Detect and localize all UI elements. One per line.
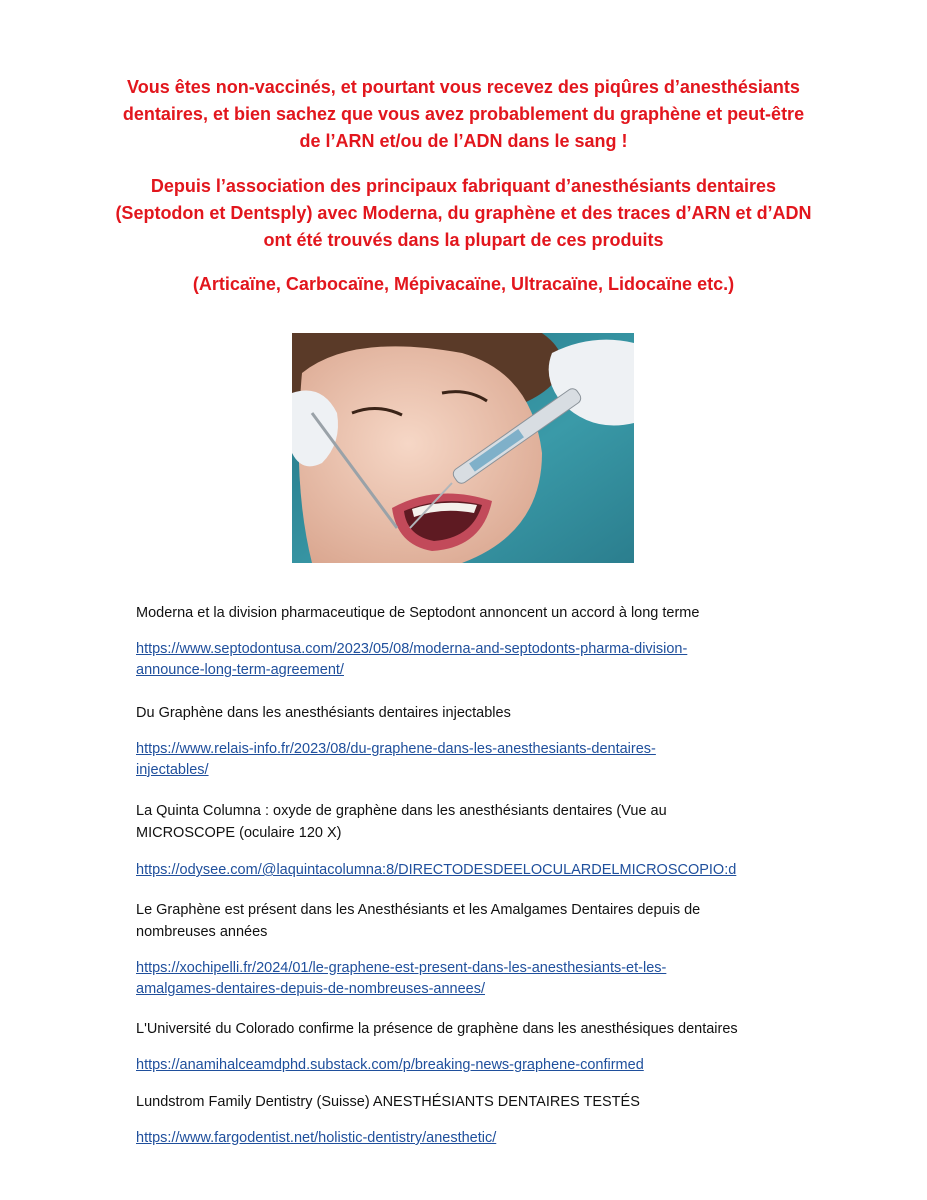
reference-title-4b: nombreuses années bbox=[136, 924, 268, 940]
reference-link-2a[interactable]: https://www.relais-info.fr/2023/08/du-graphene-dans-les-anesthesiants-dentaires- bbox=[136, 741, 656, 757]
reference-link-4a[interactable]: https://xochipelli.fr/2024/01/le-graphene-est-present-dans-les-anesthesiants-et-les- bbox=[136, 960, 667, 976]
reference-link-6[interactable]: https://www.fargodentist.net/holistic-dentistry/anesthetic/ bbox=[136, 1130, 497, 1146]
dental-injection-illustration bbox=[292, 333, 634, 563]
reference-link-5[interactable]: https://anamihalceamdphd.substack.com/p/breaking-news-graphene-confirmed bbox=[136, 1057, 644, 1073]
reference-title-3a: La Quinta Columna : oxyde de graphène dans les anesthésiants dentaires (Vue au bbox=[136, 803, 667, 819]
reference-link-4b[interactable]: amalgames-dentaires-depuis-de-nombreuses-annees/ bbox=[136, 981, 485, 997]
reference-title-6: Lundstrom Family Dentistry (Suisse) ANESTHÉSIANTS DENTAIRES TESTÉS bbox=[136, 1094, 640, 1110]
reference-title-2: Du Graphène dans les anesthésiants dentaires injectables bbox=[136, 705, 511, 721]
reference-title-3b: MICROSCOPE (oculaire 120 X) bbox=[136, 825, 342, 841]
dental-injection-photo bbox=[292, 333, 634, 563]
reference-link-1b[interactable]: announce-long-term-agreement/ bbox=[136, 662, 344, 678]
reference-link-3[interactable]: https://odysee.com/@laquintacolumna:8/DIRECTODESDEELOCULARDELMICROSCOPIO:d bbox=[136, 862, 737, 878]
headline-products: (Articaïne, Carbocaïne, Mépivacaïne, Ultracaïne, Lidocaïne etc.) bbox=[192, 274, 735, 294]
reference-link-2b[interactable]: injectables/ bbox=[136, 762, 209, 778]
reference-title-1: Moderna et la division pharmaceutique de Septodont annoncent un accord à long terme bbox=[136, 605, 700, 621]
headline-association: Depuis l’association des principaux fabriquant d’anesthésiants dentaires (Septodon et Dentsply) avec Moderna, du graphène et des traces d’ARN et d’ADN ont été trouvés dans la plupart de ces produits bbox=[115, 176, 812, 250]
reference-list bbox=[136, 602, 836, 1149]
headline-warning: Vous êtes non-vaccinés, et pourtant vous recevez des piqûres d’anesthésiants dentaires, et bien sachez que vous avez probablement du graphène et peut-être de l’ARN et/ou de l’ADN dans le sang ! bbox=[122, 77, 805, 151]
reference-link-1a[interactable]: https://www.septodontusa.com/2023/05/08/moderna-and-septodonts-pharma-division- bbox=[136, 641, 688, 657]
reference-title-5: L'Université du Colorado confirme la présence de graphène dans les anesthésiques dentaires bbox=[136, 1021, 738, 1037]
reference-title-4a: Le Graphène est présent dans les Anesthésiants et les Amalgames Dentaires depuis de bbox=[136, 902, 701, 918]
